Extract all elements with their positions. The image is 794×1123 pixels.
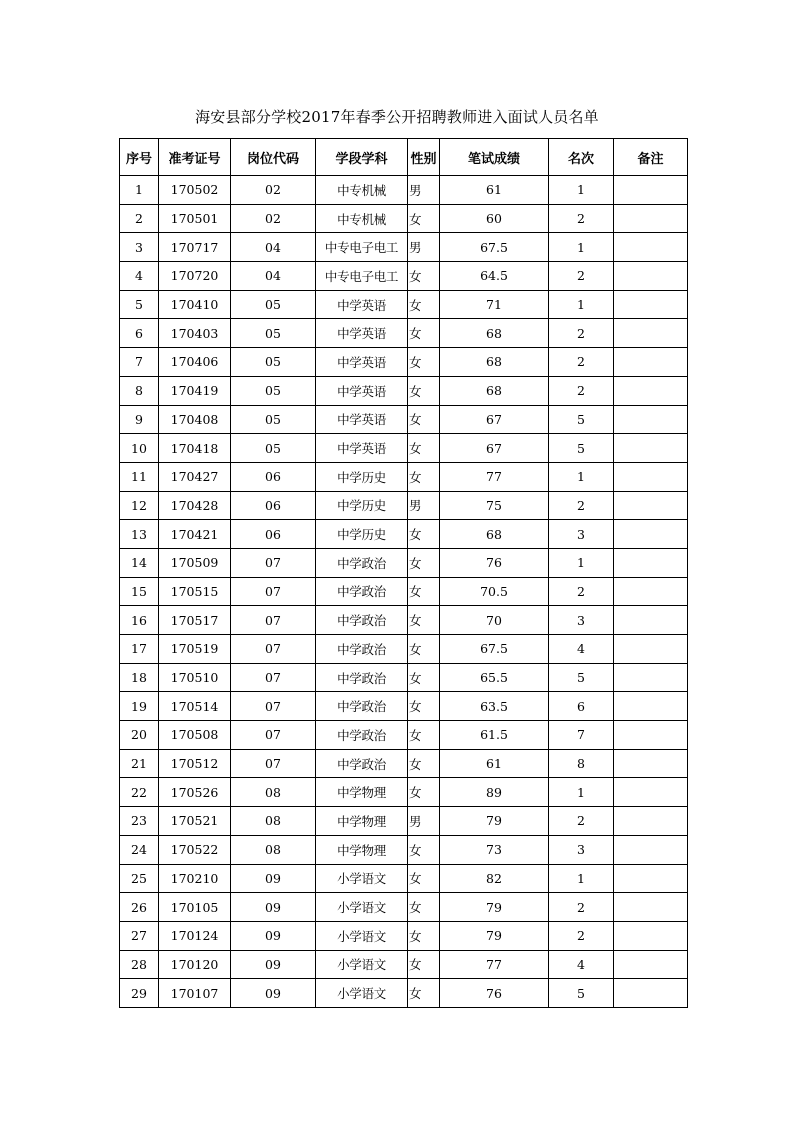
header-rank: 名次 (549, 139, 614, 176)
cell-index: 6 (120, 319, 159, 348)
cell-subject: 中学英语 (316, 376, 408, 405)
cell-rank: 6 (549, 692, 614, 721)
cell-gender: 女 (408, 577, 440, 606)
cell-remarks (614, 663, 688, 692)
cell-index: 27 (120, 921, 159, 950)
cell-score: 79 (440, 807, 549, 836)
cell-exam-id: 170418 (159, 434, 231, 463)
cell-score: 70 (440, 606, 549, 635)
cell-subject: 中学物理 (316, 807, 408, 836)
cell-remarks (614, 405, 688, 434)
cell-index: 16 (120, 606, 159, 635)
cell-subject: 中学历史 (316, 462, 408, 491)
cell-score: 61 (440, 176, 549, 205)
cell-score: 77 (440, 950, 549, 979)
cell-gender: 女 (408, 348, 440, 377)
cell-subject: 中学物理 (316, 778, 408, 807)
cell-rank: 5 (549, 663, 614, 692)
cell-score: 68 (440, 520, 549, 549)
cell-post-code: 08 (231, 835, 316, 864)
cell-score: 73 (440, 835, 549, 864)
cell-rank: 5 (549, 434, 614, 463)
cell-post-code: 09 (231, 864, 316, 893)
cell-score: 76 (440, 979, 549, 1008)
header-gender: 性别 (408, 139, 440, 176)
table-row (120, 950, 688, 979)
candidate-table (119, 138, 688, 1008)
cell-score: 75 (440, 491, 549, 520)
cell-gender: 女 (408, 921, 440, 950)
table-row (120, 491, 688, 520)
table-row (120, 577, 688, 606)
cell-exam-id: 170427 (159, 462, 231, 491)
cell-exam-id: 170519 (159, 635, 231, 664)
cell-index: 7 (120, 348, 159, 377)
cell-index: 13 (120, 520, 159, 549)
cell-exam-id: 170406 (159, 348, 231, 377)
cell-gender: 男 (408, 176, 440, 205)
cell-rank: 2 (549, 376, 614, 405)
cell-rank: 1 (549, 176, 614, 205)
header-remarks: 备注 (614, 139, 688, 176)
cell-post-code: 05 (231, 376, 316, 405)
cell-exam-id: 170419 (159, 376, 231, 405)
cell-rank: 7 (549, 721, 614, 750)
cell-index: 23 (120, 807, 159, 836)
cell-gender: 男 (408, 807, 440, 836)
cell-remarks (614, 864, 688, 893)
cell-rank: 2 (549, 491, 614, 520)
table-row (120, 233, 688, 262)
cell-remarks (614, 491, 688, 520)
cell-index: 20 (120, 721, 159, 750)
cell-post-code: 04 (231, 233, 316, 262)
cell-exam-id: 170509 (159, 548, 231, 577)
table-row (120, 778, 688, 807)
cell-score: 65.5 (440, 663, 549, 692)
cell-rank: 1 (549, 778, 614, 807)
cell-index: 10 (120, 434, 159, 463)
table-row (120, 807, 688, 836)
cell-exam-id: 170408 (159, 405, 231, 434)
cell-gender: 女 (408, 262, 440, 291)
cell-subject: 中学历史 (316, 520, 408, 549)
cell-subject: 小学语文 (316, 979, 408, 1008)
cell-remarks (614, 548, 688, 577)
cell-subject: 中学政治 (316, 749, 408, 778)
cell-subject: 中学政治 (316, 663, 408, 692)
cell-subject: 中学物理 (316, 835, 408, 864)
cell-post-code: 07 (231, 577, 316, 606)
cell-exam-id: 170717 (159, 233, 231, 262)
cell-exam-id: 170508 (159, 721, 231, 750)
cell-subject: 中学英语 (316, 348, 408, 377)
cell-index: 29 (120, 979, 159, 1008)
cell-index: 19 (120, 692, 159, 721)
cell-score: 79 (440, 893, 549, 922)
cell-subject: 中学政治 (316, 606, 408, 635)
cell-subject: 中学政治 (316, 548, 408, 577)
cell-score: 68 (440, 376, 549, 405)
cell-remarks (614, 262, 688, 291)
cell-index: 28 (120, 950, 159, 979)
cell-exam-id: 170210 (159, 864, 231, 893)
cell-remarks (614, 204, 688, 233)
cell-post-code: 05 (231, 434, 316, 463)
cell-post-code: 02 (231, 176, 316, 205)
cell-gender: 女 (408, 548, 440, 577)
cell-post-code: 05 (231, 319, 316, 348)
cell-rank: 2 (549, 893, 614, 922)
cell-score: 82 (440, 864, 549, 893)
table-row (120, 692, 688, 721)
table-row (120, 176, 688, 205)
cell-remarks (614, 835, 688, 864)
cell-rank: 8 (549, 749, 614, 778)
cell-gender: 女 (408, 319, 440, 348)
cell-remarks (614, 434, 688, 463)
cell-index: 26 (120, 893, 159, 922)
cell-post-code: 09 (231, 893, 316, 922)
cell-subject: 中学政治 (316, 692, 408, 721)
table-row (120, 835, 688, 864)
cell-score: 64.5 (440, 262, 549, 291)
cell-gender: 男 (408, 233, 440, 262)
cell-remarks (614, 577, 688, 606)
cell-remarks (614, 950, 688, 979)
cell-score: 70.5 (440, 577, 549, 606)
cell-rank: 1 (549, 462, 614, 491)
cell-rank: 2 (549, 577, 614, 606)
header-score: 笔试成绩 (440, 139, 549, 176)
cell-exam-id: 170410 (159, 290, 231, 319)
cell-gender: 女 (408, 204, 440, 233)
cell-subject: 小学语文 (316, 921, 408, 950)
cell-post-code: 06 (231, 462, 316, 491)
table-header-row (120, 139, 688, 176)
cell-index: 25 (120, 864, 159, 893)
header-exam-id: 准考证号 (159, 139, 231, 176)
cell-score: 71 (440, 290, 549, 319)
cell-rank: 5 (549, 405, 614, 434)
cell-rank: 2 (549, 204, 614, 233)
table-row (120, 520, 688, 549)
cell-gender: 女 (408, 749, 440, 778)
cell-remarks (614, 520, 688, 549)
cell-exam-id: 170428 (159, 491, 231, 520)
cell-rank: 1 (549, 864, 614, 893)
cell-exam-id: 170512 (159, 749, 231, 778)
cell-gender: 女 (408, 864, 440, 893)
cell-post-code: 05 (231, 405, 316, 434)
cell-remarks (614, 807, 688, 836)
cell-subject: 中学政治 (316, 577, 408, 606)
cell-rank: 4 (549, 950, 614, 979)
header-subject: 学段学科 (316, 139, 408, 176)
cell-remarks (614, 348, 688, 377)
table-row (120, 893, 688, 922)
cell-rank: 3 (549, 520, 614, 549)
cell-score: 67.5 (440, 233, 549, 262)
cell-subject: 小学语文 (316, 864, 408, 893)
cell-remarks (614, 692, 688, 721)
cell-score: 60 (440, 204, 549, 233)
cell-rank: 3 (549, 835, 614, 864)
cell-post-code: 09 (231, 979, 316, 1008)
cell-index: 9 (120, 405, 159, 434)
table-row (120, 979, 688, 1008)
cell-rank: 2 (549, 262, 614, 291)
cell-post-code: 04 (231, 262, 316, 291)
cell-exam-id: 170515 (159, 577, 231, 606)
cell-remarks (614, 979, 688, 1008)
table-row (120, 434, 688, 463)
cell-gender: 女 (408, 721, 440, 750)
table-row (120, 864, 688, 893)
cell-remarks (614, 319, 688, 348)
cell-index: 1 (120, 176, 159, 205)
cell-index: 21 (120, 749, 159, 778)
cell-gender: 女 (408, 835, 440, 864)
cell-exam-id: 170421 (159, 520, 231, 549)
table-row (120, 405, 688, 434)
cell-exam-id: 170517 (159, 606, 231, 635)
table-row (120, 721, 688, 750)
cell-post-code: 07 (231, 749, 316, 778)
table-row (120, 921, 688, 950)
cell-gender: 女 (408, 778, 440, 807)
cell-index: 12 (120, 491, 159, 520)
table-row (120, 262, 688, 291)
cell-post-code: 05 (231, 290, 316, 319)
cell-rank: 2 (549, 319, 614, 348)
page-title: 海安县部分学校2017年春季公开招聘教师进入面试人员名单 (195, 108, 599, 126)
table-row (120, 319, 688, 348)
cell-remarks (614, 233, 688, 262)
cell-rank: 2 (549, 807, 614, 836)
table-row (120, 204, 688, 233)
cell-gender: 女 (408, 635, 440, 664)
cell-remarks (614, 921, 688, 950)
cell-post-code: 07 (231, 548, 316, 577)
cell-remarks (614, 635, 688, 664)
cell-index: 11 (120, 462, 159, 491)
header-index: 序号 (120, 139, 159, 176)
cell-gender: 女 (408, 950, 440, 979)
cell-remarks (614, 376, 688, 405)
cell-post-code: 08 (231, 778, 316, 807)
cell-index: 2 (120, 204, 159, 233)
cell-exam-id: 170521 (159, 807, 231, 836)
cell-gender: 女 (408, 606, 440, 635)
table-row (120, 749, 688, 778)
cell-rank: 5 (549, 979, 614, 1008)
cell-exam-id: 170514 (159, 692, 231, 721)
cell-subject: 中学英语 (316, 290, 408, 319)
cell-index: 3 (120, 233, 159, 262)
cell-subject: 中学英语 (316, 319, 408, 348)
cell-remarks (614, 176, 688, 205)
cell-gender: 女 (408, 434, 440, 463)
table-row (120, 348, 688, 377)
cell-index: 15 (120, 577, 159, 606)
cell-score: 61 (440, 749, 549, 778)
table-row (120, 548, 688, 577)
cell-score: 68 (440, 319, 549, 348)
cell-remarks (614, 606, 688, 635)
table-row (120, 376, 688, 405)
cell-post-code: 08 (231, 807, 316, 836)
cell-remarks (614, 893, 688, 922)
cell-exam-id: 170105 (159, 893, 231, 922)
cell-index: 14 (120, 548, 159, 577)
cell-exam-id: 170720 (159, 262, 231, 291)
cell-subject: 中专电子电工 (316, 262, 408, 291)
cell-post-code: 07 (231, 692, 316, 721)
cell-index: 8 (120, 376, 159, 405)
table-row (120, 606, 688, 635)
cell-exam-id: 170501 (159, 204, 231, 233)
cell-post-code: 07 (231, 606, 316, 635)
cell-post-code: 05 (231, 348, 316, 377)
cell-exam-id: 170502 (159, 176, 231, 205)
cell-remarks (614, 462, 688, 491)
cell-post-code: 07 (231, 635, 316, 664)
cell-score: 67 (440, 405, 549, 434)
cell-score: 79 (440, 921, 549, 950)
cell-gender: 女 (408, 663, 440, 692)
cell-remarks (614, 749, 688, 778)
cell-score: 77 (440, 462, 549, 491)
cell-exam-id: 170522 (159, 835, 231, 864)
cell-post-code: 09 (231, 921, 316, 950)
cell-gender: 女 (408, 462, 440, 491)
cell-gender: 女 (408, 893, 440, 922)
cell-score: 61.5 (440, 721, 549, 750)
cell-gender: 女 (408, 405, 440, 434)
cell-post-code: 02 (231, 204, 316, 233)
cell-subject: 小学语文 (316, 950, 408, 979)
table-row (120, 462, 688, 491)
cell-index: 17 (120, 635, 159, 664)
cell-gender: 女 (408, 979, 440, 1008)
cell-rank: 3 (549, 606, 614, 635)
cell-index: 18 (120, 663, 159, 692)
cell-rank: 1 (549, 290, 614, 319)
cell-post-code: 07 (231, 663, 316, 692)
cell-subject: 中专电子电工 (316, 233, 408, 262)
cell-exam-id: 170107 (159, 979, 231, 1008)
cell-rank: 1 (549, 548, 614, 577)
cell-score: 63.5 (440, 692, 549, 721)
cell-subject: 小学语文 (316, 893, 408, 922)
cell-exam-id: 170510 (159, 663, 231, 692)
header-post-code: 岗位代码 (231, 139, 316, 176)
cell-gender: 女 (408, 376, 440, 405)
cell-subject: 中专机械 (316, 204, 408, 233)
cell-remarks (614, 721, 688, 750)
cell-remarks (614, 778, 688, 807)
cell-index: 5 (120, 290, 159, 319)
cell-index: 4 (120, 262, 159, 291)
cell-gender: 女 (408, 692, 440, 721)
cell-exam-id: 170403 (159, 319, 231, 348)
cell-index: 22 (120, 778, 159, 807)
cell-subject: 中学英语 (316, 434, 408, 463)
cell-exam-id: 170526 (159, 778, 231, 807)
cell-subject: 中学政治 (316, 635, 408, 664)
cell-rank: 4 (549, 635, 614, 664)
cell-gender: 女 (408, 520, 440, 549)
cell-index: 24 (120, 835, 159, 864)
table-row (120, 663, 688, 692)
cell-rank: 1 (549, 233, 614, 262)
cell-remarks (614, 290, 688, 319)
cell-rank: 2 (549, 921, 614, 950)
cell-rank: 2 (549, 348, 614, 377)
cell-gender: 女 (408, 290, 440, 319)
cell-gender: 男 (408, 491, 440, 520)
cell-subject: 中专机械 (316, 176, 408, 205)
cell-post-code: 06 (231, 491, 316, 520)
cell-score: 68 (440, 348, 549, 377)
cell-exam-id: 170124 (159, 921, 231, 950)
cell-subject: 中学政治 (316, 721, 408, 750)
cell-post-code: 09 (231, 950, 316, 979)
cell-subject: 中学历史 (316, 491, 408, 520)
cell-score: 67.5 (440, 635, 549, 664)
cell-post-code: 06 (231, 520, 316, 549)
cell-post-code: 07 (231, 721, 316, 750)
cell-score: 76 (440, 548, 549, 577)
cell-exam-id: 170120 (159, 950, 231, 979)
table-row (120, 635, 688, 664)
cell-subject: 中学英语 (316, 405, 408, 434)
cell-score: 89 (440, 778, 549, 807)
table-row (120, 290, 688, 319)
cell-score: 67 (440, 434, 549, 463)
